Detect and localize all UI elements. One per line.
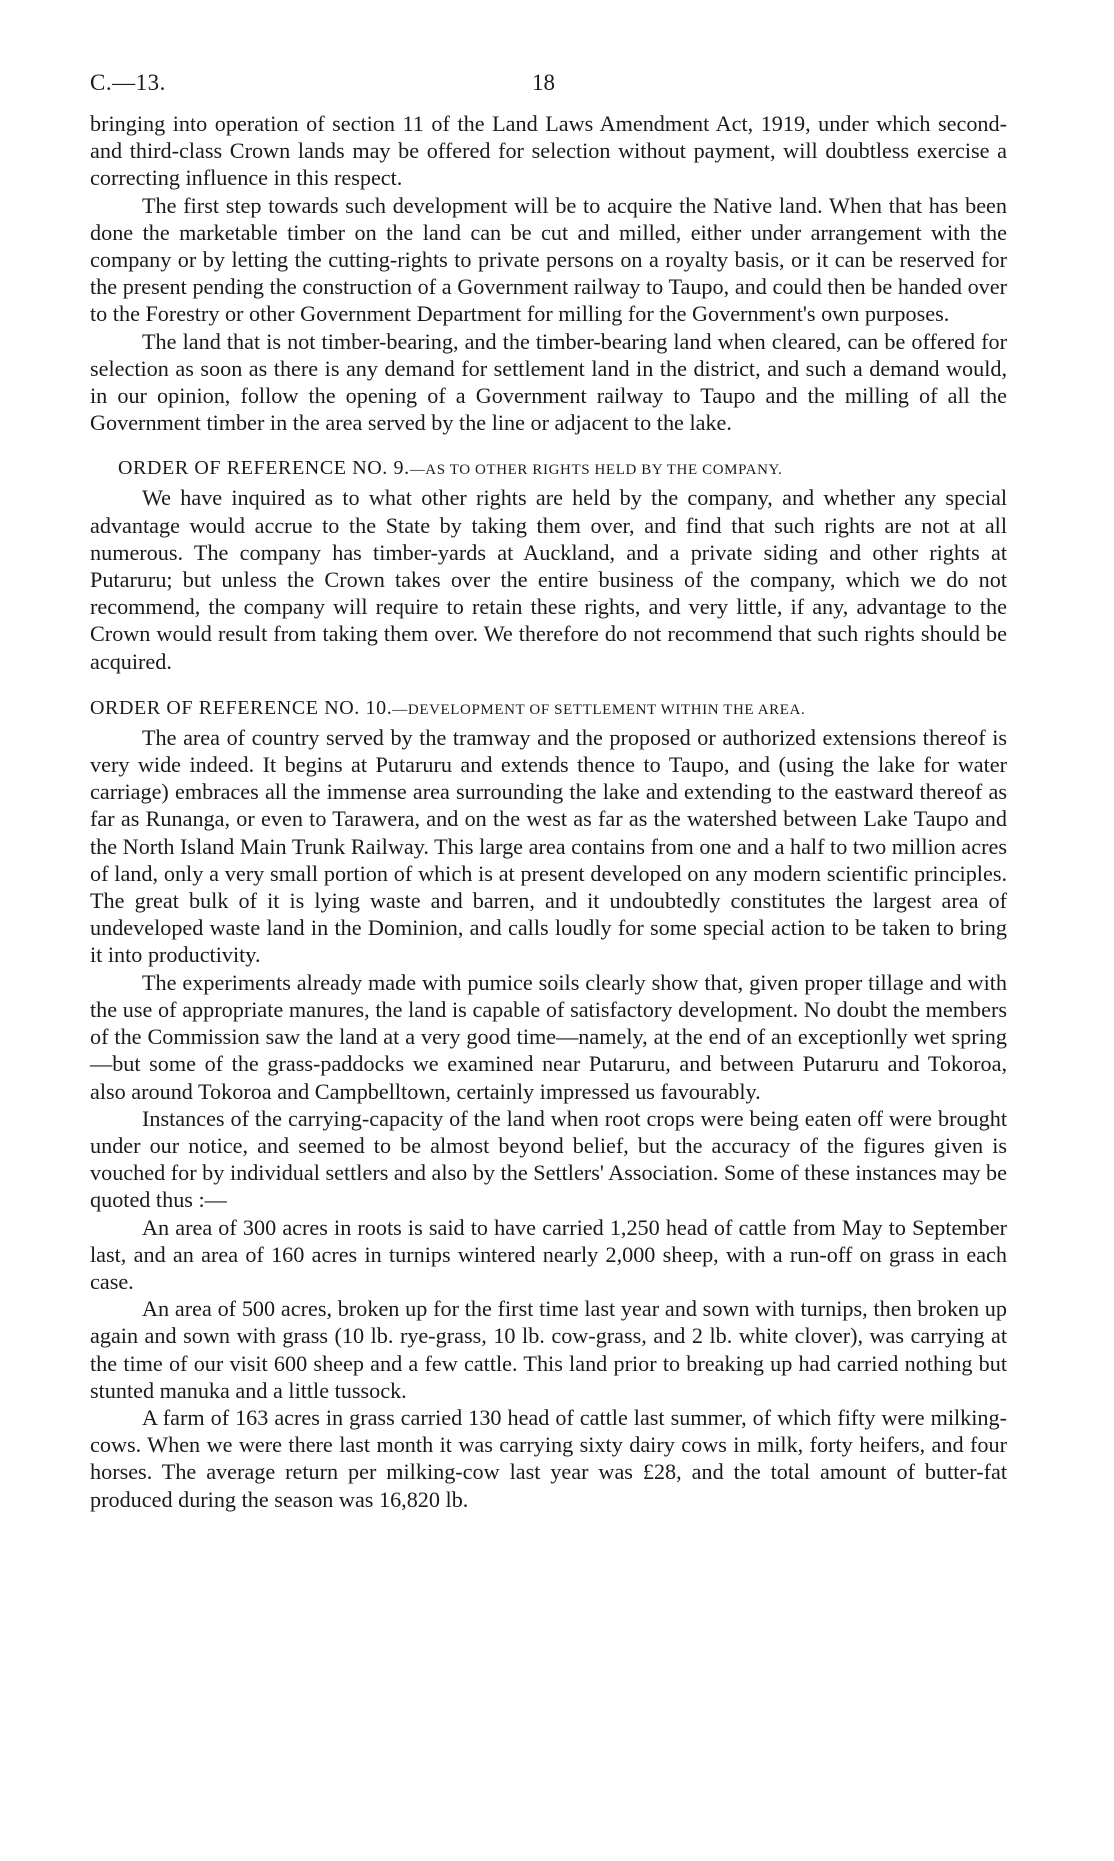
paragraph: The area of country served by the tramway and the proposed or authorized extensions thereof is very wide indeed. It begins at Putaruru and extends thence to Taupo, and (using the lake for water carriage) embraces all the immense area surrounding the lake and extending to the eastward thereof as far as Runanga, or even to Tarawera, and on the west as far as the watershed between Lake Taupo and the North Island Main Trunk Railway. This large area contains from one and a half to two million acres of land, only a very small portion of which is at present developed on any modern scientific principles. The great bulk of it is lying waste and barren, and it undoubtedly constitutes the largest area of undeveloped waste land in the Dominion, and calls loudly for some special action to be taken to bring it into productivity.: [90, 724, 1007, 968]
section-heading-order-10: [90, 695, 1007, 724]
page-number: 18: [532, 70, 555, 95]
page-body: [90, 110, 1007, 1513]
paragraph: Instances of the carrying-capacity of the land when root crops were being eaten off were brought under our notice, and seemed to be almost beyond belief, but the accuracy of the figures given is vouched for by individual settlers and also by the Settlers' Association. Some of these instances may be quoted thus :—: [90, 1105, 1007, 1213]
paragraph: The experiments already made with pumice soils clearly show that, given proper tillage and with the use of appropriate manures, the land is capable of satisfactory development. No doubt the members of the Commission saw the land at a very good time—namely, at the end of an exceptionlly wet spring —but some of the grass-paddocks we examined near Putaruru, and between Putaruru and Tokoroa, also around Tokoroa and Campbelltown, certainly impressed us favourably.: [90, 969, 1007, 1104]
section-heading-prefix: ORDER OF REFERENCE NO. 10.: [90, 696, 393, 719]
paragraph: The first step towards such development will be to acquire the Native land. When that has been done the marketable timber on the land can be cut and milled, either under arrangement with the company or by letting the cutting-rights to private persons on a royalty basis, or it can be reserved for the present pending the construction of a Government railway to Taupo, and could then be handed over to the Forestry or other Government Department for milling for the Government's own purposes.: [90, 192, 1007, 327]
section-heading-title: —DEVELOPMENT OF SETTLEMENT WITHIN THE AREA.: [392, 701, 806, 718]
paragraph: We have inquired as to what other rights are held by the company, and whether any special advantage would accrue to the State by taking them over, and find that such rights are not at all numerous. The company has timber-yards at Auckland, and a private siding and other rights at Putaruru; but unless the Crown takes over the entire business of the company, which we do not recommend, the company will require to retain these rights, and very little, if any, advantage to the Crown would result from taking them over. We therefore do not recommend that such rights should be acquired.: [90, 485, 1007, 674]
paragraph-continued: bringing into operation of section 11 of the Land Laws Amendment Act, 1919, under which second- and third-class Crown lands may be offered for selection without payment, will doubtless exercise a correcting influence in this respect.: [90, 111, 1007, 191]
section-heading-prefix: ORDER OF REFERENCE NO. 9.: [118, 457, 410, 480]
paragraph: A farm of 163 acres in grass carried 130 head of cattle last summer, of which fifty were milking-cows. When we were there last month it was carrying sixty dairy cows in milk, forty heifers, and four horses. The average return per milking-cow last year was £28, and the total amount of butter-fat produced during the season was 16,820 lb.: [90, 1404, 1007, 1512]
section-heading-order-9: [90, 455, 1007, 484]
document-reference: C.—13.: [90, 70, 166, 95]
paragraph: The land that is not timber-bearing, and the timber-bearing land when cleared, can be offered for selection as soon as there is any demand for settlement land in the district, and such a demand would, in our opinion, follow the opening of a Government railway to Taupo and the milling of all the Government timber in the area served by the line or adjacent to the lake.: [90, 328, 1007, 436]
section-heading-title: —AS TO OTHER RIGHTS HELD BY THE COMPANY.: [409, 462, 783, 479]
paragraph: An area of 300 acres in roots is said to have carried 1,250 head of cattle from May to September last, and an area of 160 acres in turnips wintered nearly 2,000 sheep, with a run-off on grass in each case.: [90, 1214, 1007, 1294]
paragraph: An area of 500 acres, broken up for the first time last year and sown with turnips, then broken up again and sown with grass (10 lb. rye-grass, 10 lb. cow-grass, and 2 lb. white clover), was carrying at the time of our visit 600 sheep and a few cattle. This land prior to breaking up had carried nothing but stunted manuka and a little tussock.: [90, 1296, 1007, 1403]
page-header: [90, 62, 1030, 102]
